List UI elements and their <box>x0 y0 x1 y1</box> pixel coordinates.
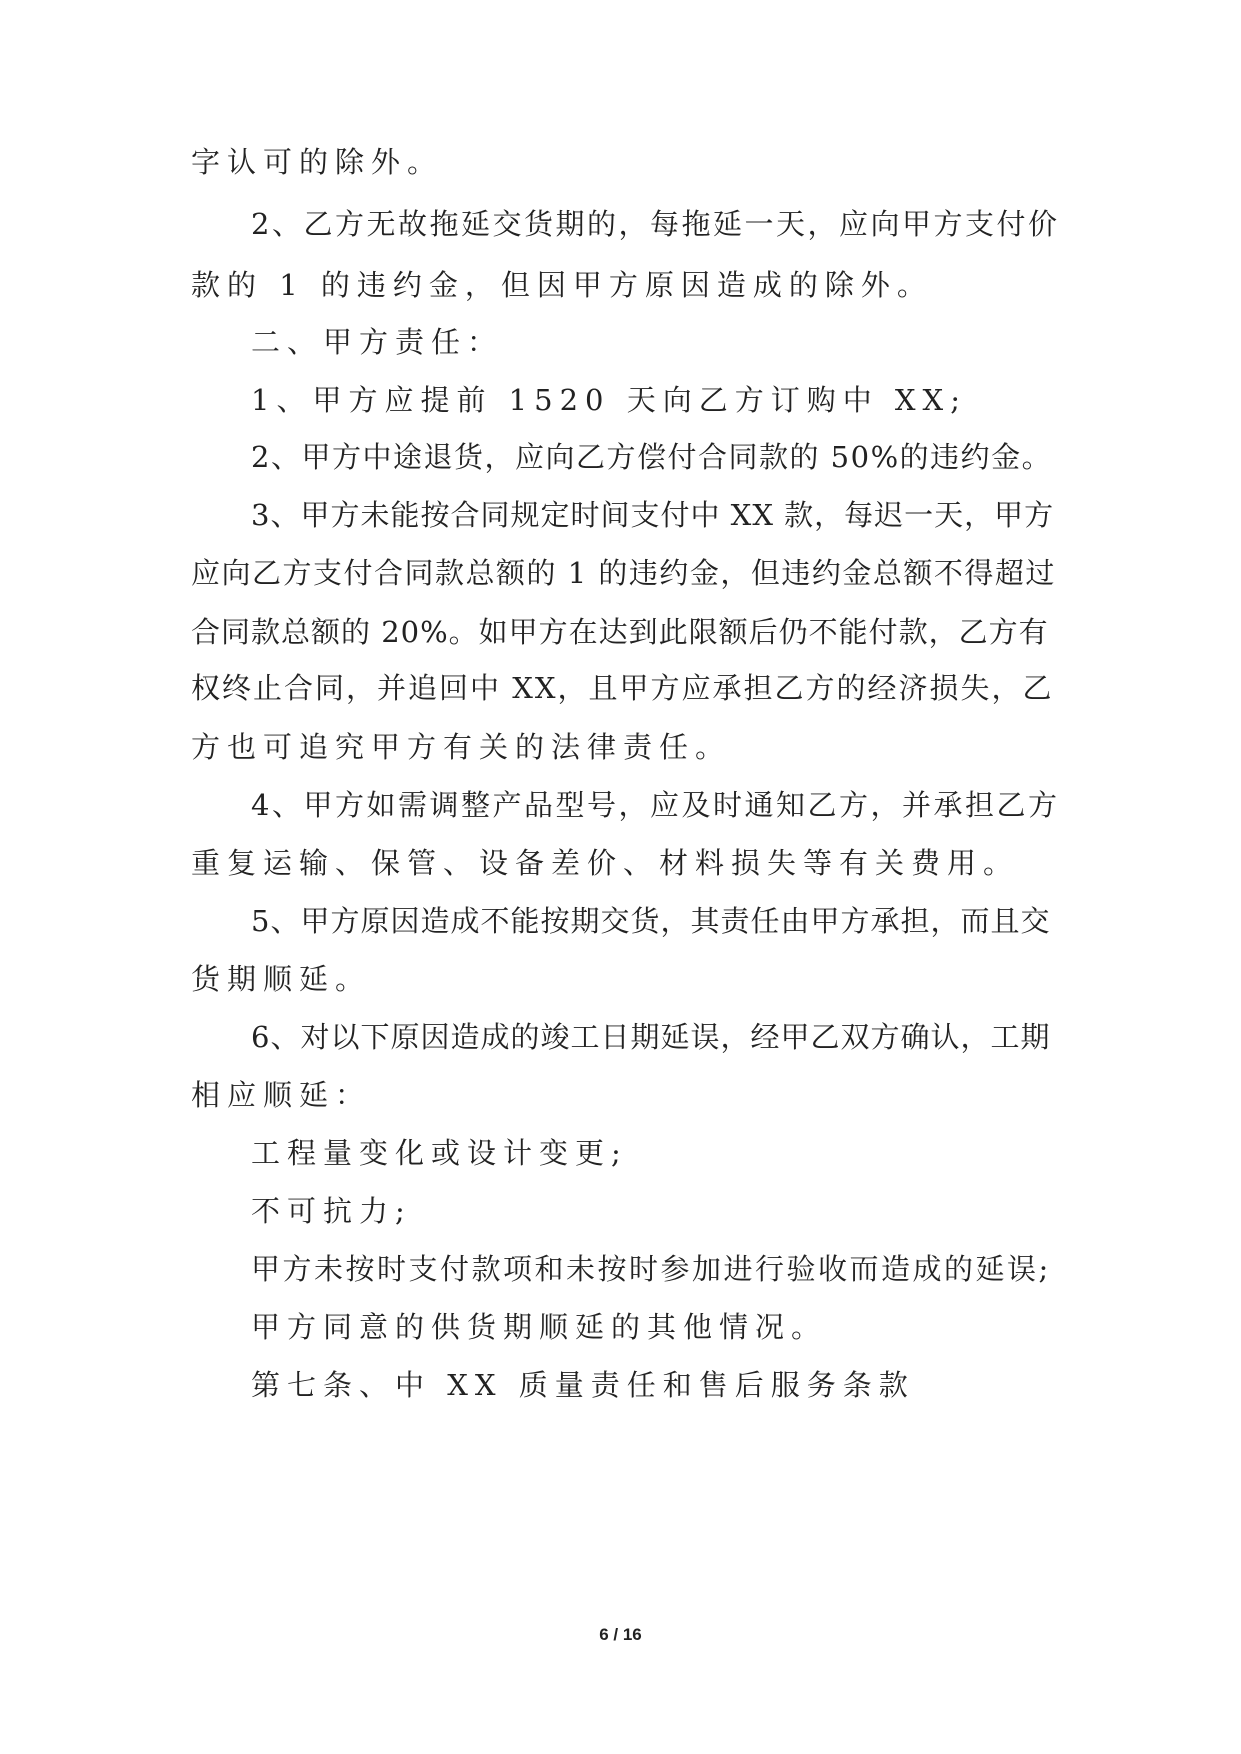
text-line: 相应顺延： <box>191 1078 372 1112</box>
page-number: 6 / 16 <box>599 1625 642 1644</box>
text-line: 款的 1 的违约金，但因甲方原因造成的除外。 <box>191 268 933 302</box>
text-line: 权终止合同，并追回中 XX，且甲方应承担乙方的经济损失，乙 <box>191 671 1054 705</box>
text-line: 4、甲方如需调整产品型号，应及时通知乙方，并承担乙方 <box>251 788 1060 822</box>
text-line: 6、对以下原因造成的竣工日期延误，经甲乙双方确认，工期 <box>251 1020 1051 1054</box>
text-line: 2、乙方无故拖延交货期的，每拖延一天，应向甲方支付价 <box>251 207 1060 241</box>
list-item: 工程量变化或设计变更; <box>251 1136 628 1170</box>
text-line: 2、甲方中途退货，应向乙方偿付合同款的 50%的违约金。 <box>251 440 1053 474</box>
text-line: 货期顺延。 <box>191 962 372 996</box>
list-item: 不可抗力; <box>251 1194 412 1228</box>
section-heading: 第七条、中 XX 质量责任和售后服务条款 <box>251 1368 915 1402</box>
text-line: 1、甲方应提前 1520 天向乙方订购中 XX; <box>251 383 967 417</box>
text-line: 5、甲方原因造成不能按期交货，其责任由甲方承担，而且交 <box>251 904 1051 938</box>
list-item: 甲方同意的供货期顺延的其他情况。 <box>251 1310 828 1344</box>
text-line: 合同款总额的 20%。如甲方在达到此限额后仍不能付款，乙方有 <box>191 615 1049 649</box>
text-line: 方也可追究甲方有关的法律责任。 <box>191 730 732 764</box>
section-heading: 二、甲方责任： <box>251 325 504 359</box>
text-line: 重复运输、保管、设备差价、材料损失等有关费用。 <box>191 846 1020 880</box>
text-line: 3、甲方未能按合同规定时间支付中 XX 款，每迟一天，甲方 <box>251 498 1055 532</box>
text-line: 字认可的除外。 <box>191 145 444 179</box>
text-line: 应向乙方支付合同款总额的 1 的违约金，但违约金总额不得超过 <box>191 556 1056 590</box>
list-item: 甲方未按时支付款项和未按时参加进行验收而造成的延误; <box>251 1252 1051 1286</box>
